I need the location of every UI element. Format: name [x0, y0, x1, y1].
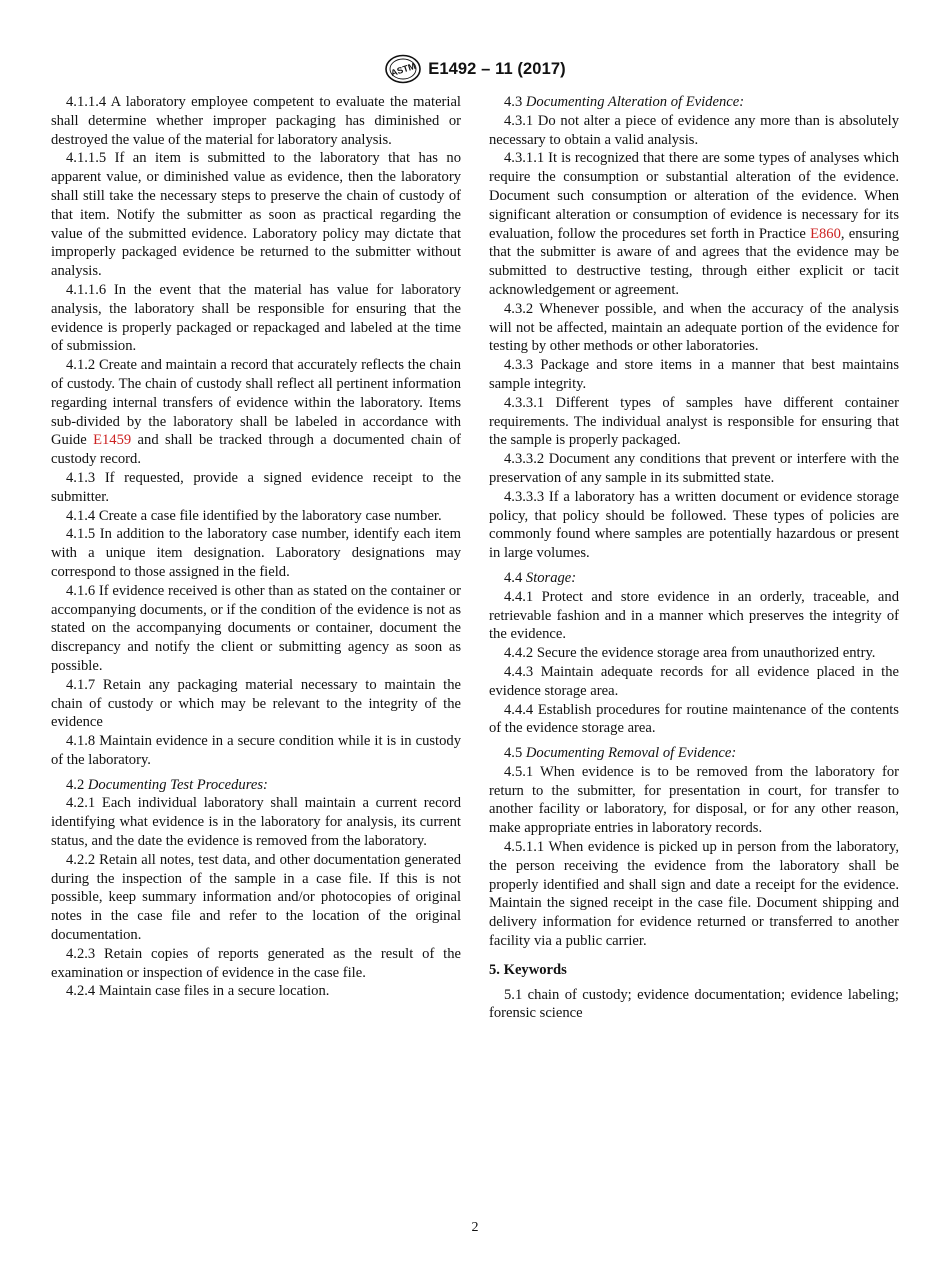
section-number: 4.4: [504, 569, 526, 586]
section-number: 4.3: [504, 94, 526, 110]
reference-link-e860[interactable]: E860: [810, 225, 841, 242]
paragraph-text: 4.3.1.1 It is recognized that there are some types of analyses which require the consumption or substantial alteration of the evidence. Document such consumption or alteration of the evidence. When significant alteration or consumption of evidence is necessary for its evaluation, follow the procedures set forth in Practice: [489, 150, 899, 242]
right-column: [489, 93, 899, 1023]
paragraph-4-4-3: 4.4.3 Maintain adequate records for all evidence placed in the evidence storage area.: [489, 663, 899, 699]
paragraph-4-3-1: 4.3.1 Do not alter a piece of evidence any more than is absolutely necessary to obtain a valid analysis.: [489, 112, 899, 148]
paragraph-4-3-3-2: 4.3.3.2 Document any conditions that prevent or interfere with the preservation of any sample in its submitted state.: [489, 451, 899, 486]
paragraph-4-1-1-4: 4.1.1.4 A laboratory employee competent to evaluate the material shall determine whether improper packaging has diminished or destroyed the value of the material for laboratory analysis.: [51, 94, 461, 148]
paragraph-text: , ensuring that the submitter is aware of and agrees that the evidence may be submitted to destructive testing, through either explicit or tacit acknowledgement or agreement.: [489, 225, 899, 298]
paragraph-4-3-3-1: 4.3.3.1 Different types of samples have different container requirements. The individual analyst is responsible for ensuring that the sample is properly packaged.: [489, 394, 899, 449]
paragraph-4-1-1-6: 4.1.1.6 In the event that the material has value for laboratory analysis, the laboratory shall be responsible for ensuring that the evidence is properly packaged or repackaged and labeled at the time of submission.: [51, 281, 461, 355]
paragraph-4-2-2: 4.2.2 Retain all notes, test data, and other documentation generated during the inspection of the sample in a case file. If this is not possible, keep summary information and/or photocopies of original notes in the case file and refer to the location of the original documentation.: [51, 851, 461, 944]
section-title: Documenting Test Procedures:: [87, 776, 268, 793]
paragraph-4-1-7: 4.1.7 Retain any packaging material necessary to maintain the chain of custody or which may be relevant to the integrity of the evidence: [51, 676, 461, 731]
page-number: 2: [471, 1220, 479, 1235]
paragraph-text: 4.1.2 Create and maintain a record that accurately reflects the chain of custody. The chain of custody shall reflect all pertinent information regarding internal transfers of evidence within the laboratory. Items sub-divided by the laboratory shall be labeled in accordance with Guide: [51, 357, 461, 449]
left-column: [51, 93, 461, 1001]
document-id: E1492 – 11 (2017): [428, 59, 566, 78]
paragraph-4-3-3-3: 4.3.3.3 If a laboratory has a written document or evidence storage policy, that policy should be followed. These types of policies are commonly found where samples are potentially hazardous or present in large volumes.: [489, 488, 899, 562]
paragraph-4-2-1: 4.2.1 Each individual laboratory shall maintain a current record identifying what evidence is in the laboratory for analysis, its current status, and the date the evidence is removed from the laboratory.: [51, 795, 461, 850]
paragraph-4-2-3: 4.2.3 Retain copies of reports generated as the result of the examination or inspection of evidence in the case file.: [51, 945, 461, 981]
section-number: 4.2: [66, 776, 88, 793]
section-heading-4-3: [489, 93, 899, 112]
paragraph-4-3-1-1: [489, 149, 899, 299]
paragraph-4-1-1-5: 4.1.1.5 If an item is submitted to the laboratory that has no apparent value, or diminished value as evidence, then the laboratory shall still take the necessary steps to preserve the chain of custody of that item. Notify the submitter as soon as practical regarding the value of the submitted evidence. Laboratory policy may dictate that improperly packaged evidence be returned to the submitter without analysis.: [51, 150, 461, 280]
section-title: Storage:: [525, 569, 577, 586]
section-number: 4.5: [504, 745, 526, 762]
page-header: [0, 52, 950, 86]
section-heading-4-2: [51, 776, 461, 795]
paragraph-4-1-3: 4.1.3 If requested, provide a signed evidence receipt to the submitter.: [51, 469, 461, 505]
paragraph-text: and shall be tracked through a documented chain of custody record.: [51, 432, 461, 468]
paragraph-4-3-2: 4.3.2 Whenever possible, and when the accuracy of the analysis will not be affected, maintain an adequate portion of the evidence for testing by other methods or other laboratories.: [489, 300, 899, 355]
paragraph-4-5-1: 4.5.1 When evidence is to be removed from the laboratory for return to the submitter, for presentation in court, for transfer to another facility or laboratory, for disposal, or for any other reason, make appropriate entries in laboratory records.: [489, 763, 899, 837]
paragraph-4-1-5: 4.1.5 In addition to the laboratory case number, identify each item with a unique item designation. Laboratory designations may correspond to those assigned in the field.: [51, 526, 461, 580]
paragraph-4-1-4: 4.1.4 Create a case file identified by the laboratory case number.: [66, 507, 442, 524]
paragraph-4-2-4: 4.2.4 Maintain case files in a secure location.: [66, 983, 330, 1000]
paragraph-4-5-1-1: 4.5.1.1 When evidence is picked up in person from the laboratory, the person receiving the evidence from the laboratory shall be properly identified and shall sign and date a receipt for the evidence. Maintain the signed receipt in the case file. Document shipping and delivery information for evidence returned or transferred to another facility via a public carrier.: [489, 839, 899, 950]
section-heading-keywords: 5. Keywords: [489, 961, 567, 978]
section-title: Documenting Removal of Evidence:: [525, 745, 737, 762]
reference-link-e1459[interactable]: E1459: [93, 432, 132, 449]
paragraph-4-4-4: 4.4.4 Establish procedures for routine maintenance of the contents of the evidence storage area.: [489, 701, 899, 737]
paragraph-4-4-1: 4.4.1 Protect and store evidence in an orderly, traceable, and retrievable fashion and in a manner which preserves the integrity of the evidence.: [489, 588, 899, 643]
section-heading-4-4: [489, 569, 899, 588]
paragraph-4-4-2: 4.4.2 Secure the evidence storage area from unauthorized entry.: [504, 645, 876, 662]
paragraph-4-1-6: 4.1.6 If evidence received is other than as stated on the container or accompanying documents, or if the condition of the evidence is not as stated on the accompanying documents or container, document the discrepancy and notify the client or submitting agency as soon as possible.: [51, 582, 461, 674]
paragraph-4-1-2: [51, 356, 461, 469]
section-heading-4-5: [489, 744, 899, 763]
paragraph-5-1: 5.1 chain of custody; evidence documentation; evidence labeling; forensic science: [489, 986, 899, 1022]
paragraph-4-1-8: 4.1.8 Maintain evidence in a secure condition while it is in custody of the laboratory.: [51, 733, 461, 768]
section-title: Documenting Alteration of Evidence:: [525, 94, 745, 110]
paragraph-4-3-3: 4.3.3 Package and store items in a manner that best maintains sample integrity.: [489, 357, 899, 392]
svg-text:ASTM: ASTM: [389, 60, 418, 79]
astm-logo-icon: [384, 54, 422, 84]
